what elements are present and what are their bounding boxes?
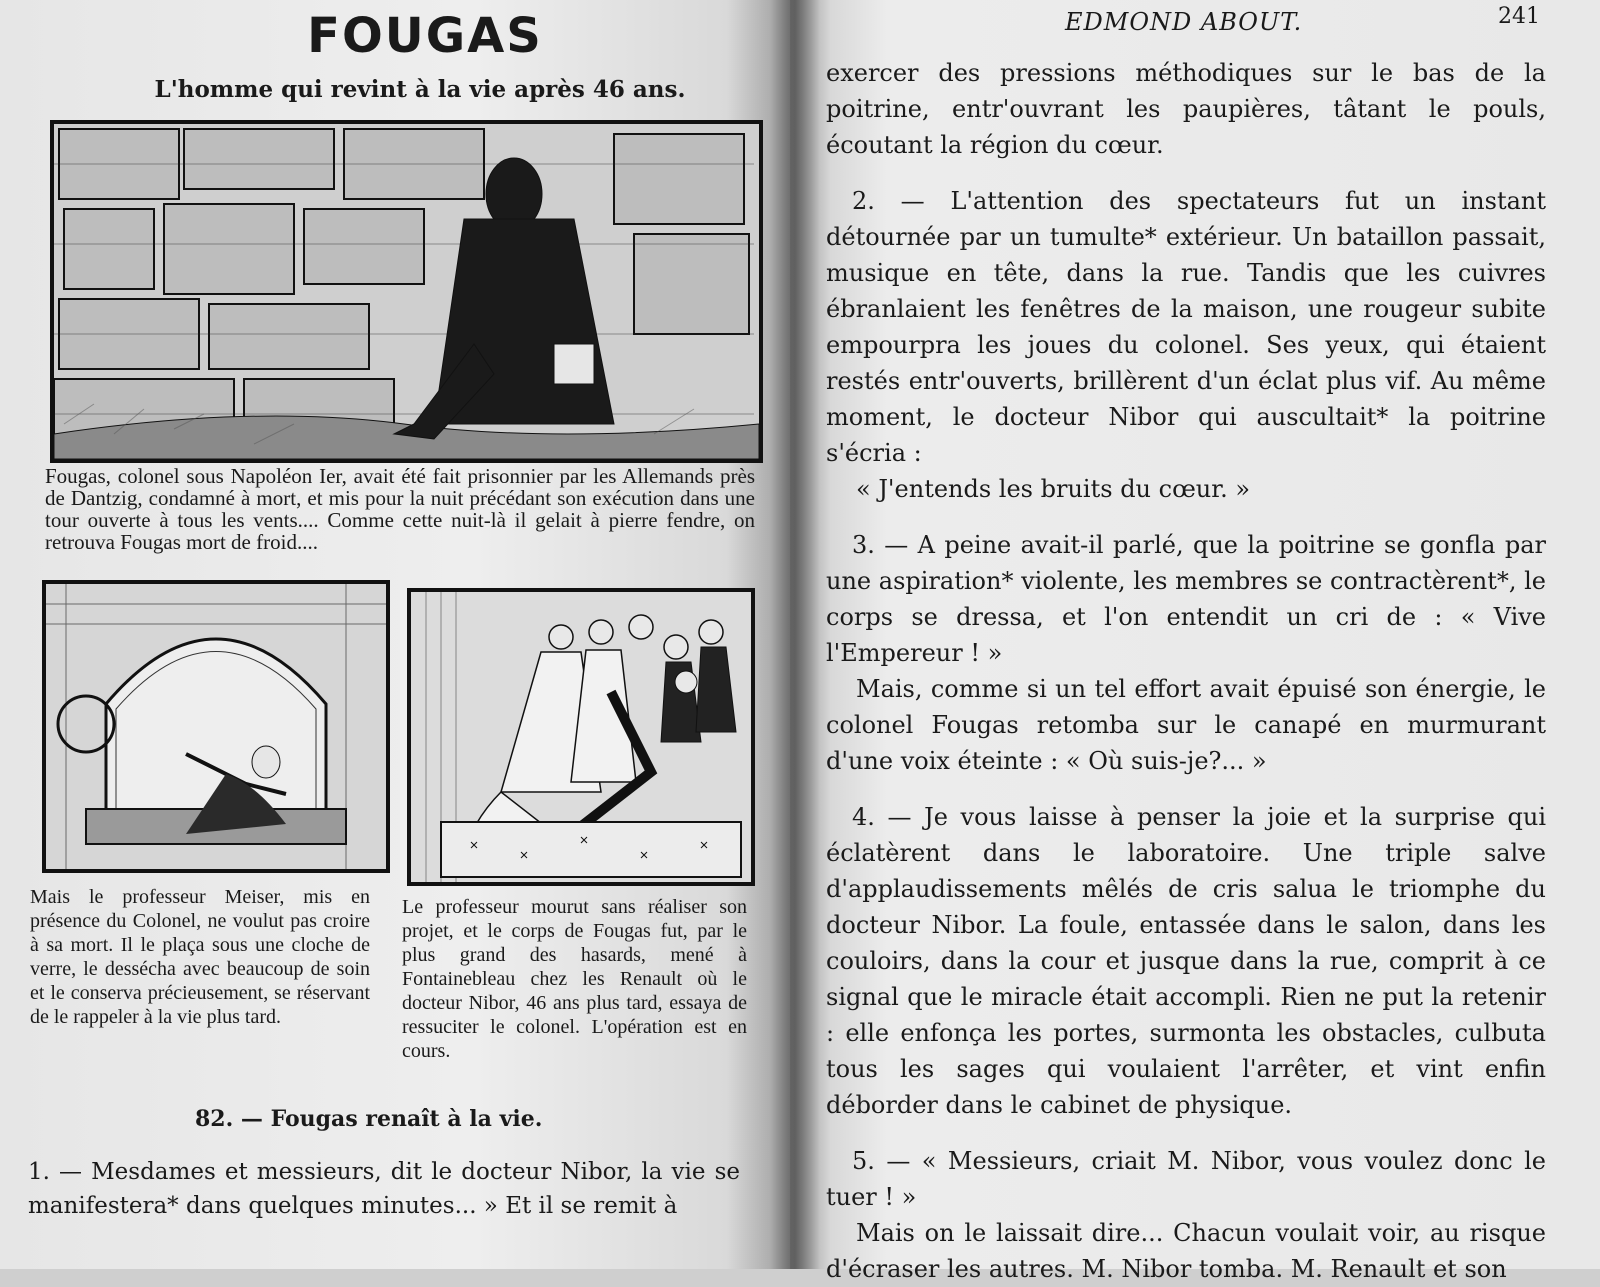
paragraph-2: 2. — L'attention des spectateurs fut un instant détournée par un tumulte* extérieur. Un bataillon passait, musique en tête, dans la rue. Tandis que les cuivres ébranlaient les fenêtres de la maison, une rougeur subite empourpra les joues du colonel. Ses yeux, qui étaient restés entr'ouverts, brillèrent d'un éclat plus vif. Au même moment, le docteur Nibor qui auscultait* la poitrine s'écria :	[826, 187, 1546, 467]
paragraph-3: 3. — A peine avait-il parlé, que la poitrine se gonfla par une aspiration* violente, les membres se contractèrent*, le corps se dressa, et l'on entendit un cri de : « Vive l'Empereur ! »	[826, 531, 1546, 667]
revival-illustration	[407, 588, 755, 886]
book-subtitle: L'homme qui revint à la vie après 46 ans.	[154, 76, 686, 103]
revival-drawing	[411, 592, 751, 882]
prison-drawing	[54, 124, 759, 459]
glass-bell-drawing	[46, 584, 386, 869]
section-heading: 82. — Fougas renaît à la vie.	[195, 1106, 543, 1132]
left-page	[0, 0, 790, 1269]
paragraph-5b: Mais on le laissait dire... Chacun voulait voir, au risque d'écraser les autres. M. Nibor tomba. M. Renault et son	[826, 1219, 1546, 1283]
prison-illustration	[50, 120, 763, 463]
paragraph-3b: Mais, comme si un tel effort avait épuisé son énergie, le colonel Fougas retomba sur le canapé en murmurant d'une voix éteinte : « Où suis-je?... »	[826, 675, 1546, 775]
left-body-text: 1. — Mesdames et messieurs, dit le docteur Nibor, la vie se manifestera* dans quelques minutes... » Et il se remit à	[28, 1159, 740, 1219]
caption-prison: Fougas, colonel sous Napoléon Ier, avait été fait prisonnier par les Allemands près de Dantzig, condamné à mort, et mis pour la nuit précédant son exécution dans une tour ouverte à tous les vents.... Comme cette nuit-là il gelait à pierre fendre, on retrouva Fougas mort de froid....	[45, 464, 755, 554]
paragraph-continuation: exercer des pressions méthodiques sur le bas de la poitrine, entr'ouvrant les paupières, tâtant le pouls, écoutant la région du cœur.	[826, 59, 1546, 159]
book-gutter	[770, 0, 820, 1269]
running-head: EDMOND ABOUT.	[1065, 8, 1303, 36]
glass-bell-illustration	[42, 580, 390, 873]
paragraph-4: 4. — Je vous laisse à penser la joie et la surprise qui éclatèrent dans le laboratoire. Une triple salve d'applaudissements mêlés de cris salua le triomphe du docteur Nibor. La foule, entassée dans le salon, dans les couloirs, dans la cour et jusque dans la rue, comprit à ce signal que le miracle était accompli. Rien ne put la retenir : elle enfonça les portes, surmonta les obstacles, culbuta tous les sages qui voulaient l'arrêter, et vint enfin déborder dans le cabinet de physique.	[826, 803, 1546, 1119]
right-body-text	[826, 55, 1546, 1287]
caption-revival: Le professeur mourut sans réaliser son projet, et le corps de Fougas fut, par le plus grand des hasards, mené à Fontainebleau chez les Renault où le docteur Nibor, 46 ans plus tard, essaya de ressuciter le colonel. L'opération est en cours.	[402, 896, 747, 1062]
book-title: FOUGAS	[307, 8, 543, 64]
paragraph-5: 5. — « Messieurs, criait M. Nibor, vous voulez donc le tuer ! »	[826, 1147, 1546, 1211]
page-number: 241	[1498, 4, 1540, 29]
caption-glass-bell: Mais le professeur Meiser, mis en présence du Colonel, ne voulut pas croire à sa mort. Il le plaça sous une cloche de verre, le dessécha avec beaucoup de soin et le conserva précieusement, se réservant de le rappeler à la vie plus tard.	[30, 886, 370, 1028]
paragraph-quote-heart: « J'entends les bruits du cœur. »	[856, 475, 1251, 503]
